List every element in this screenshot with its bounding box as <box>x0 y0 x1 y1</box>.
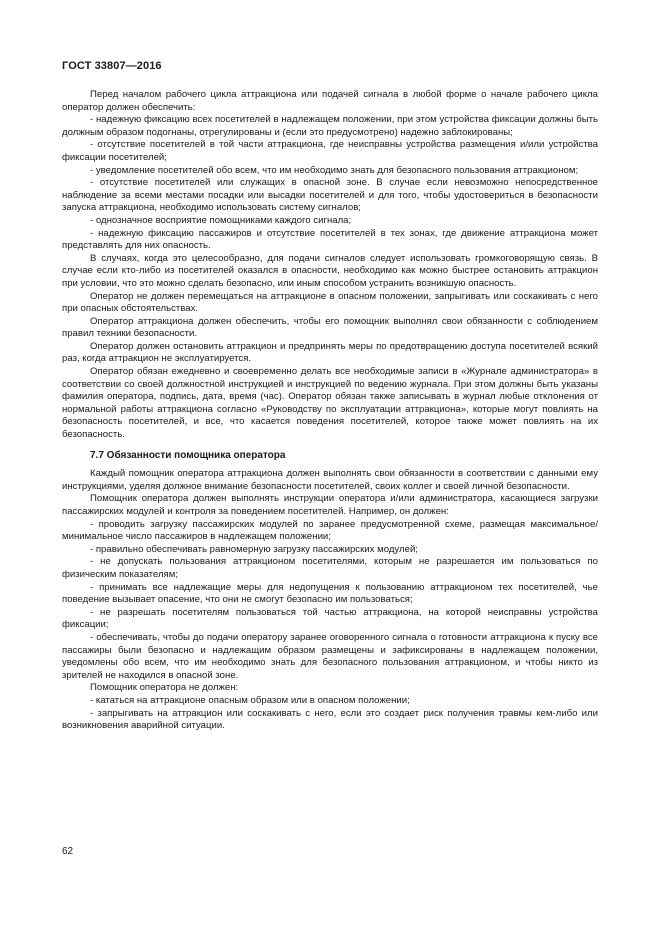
paragraph: Помощник оператора не должен: <box>90 682 239 694</box>
paragraph: - правильно обеспечивать равномерную загрузку пассажирских модулей; <box>90 543 418 555</box>
paragraph: - надежную фиксацию всех посетителей в надлежащем положении, при этом устройства фиксации должны быть должным образом подогнаны, отрегулированы и (если это предусмотрено) надежно заблокированы; <box>62 114 598 138</box>
paragraph: Перед началом рабочего цикла аттракциона или подачей сигнала в любой форме о начале рабочего цикла оператор должен обеспечить: <box>62 89 598 113</box>
paragraph: - не разрешать посетителям пользоваться той частью аттракциона, на которой неисправны устройства фиксации; <box>62 606 598 631</box>
paragraph: Оператор не должен перемещаться на аттракционе в опасном положении, запрыгивать или соскакивать с него при опасных обстоятельствах. <box>62 290 598 315</box>
paragraph: В случаях, когда это целесообразно, для подачи сигналов следует использовать громкоговорящую связь. В случае если кто-либо из посетителей оказался в опасности, необходимо как можно быстрее остановить аттракцион при условии, что это можно сделать безопасно, или иным способом устранить возникшую опасность. <box>62 252 598 289</box>
paragraph: - кататься на аттракционе опасным образом или в опасном положении; <box>90 694 410 706</box>
document-body <box>62 89 598 733</box>
paragraph: - уведомление посетителей обо всем, что им необходимо знать для безопасного пользования аттракционом; <box>90 164 579 176</box>
paragraph: Оператор обязан ежедневно и своевременно делать все необходимые записи в «Журнале администратора» в соответствии со своей должностной инструкцией и инструкцией по ведению журнала. При этом должны быть указаны фамилия оператора, подпись, дата, время (час). Оператор обязан также записывать в журнал любые отклонения от нормальной работы аттракциона согласно «Руководству по эксплуатации аттракциона», которые могут повлиять на безопасность посетителей, и все, что касается поведения посетителей, которое также может повлиять на их безопасность. <box>62 366 598 441</box>
paragraph: Оператор должен остановить аттракцион и предпринять меры по предотвращению доступа посетителей всякий раз, когда аттракцион не эксплуатируется. <box>62 340 598 365</box>
page-number: 62 <box>62 846 74 857</box>
section-heading: 7.7 Обязанности помощника оператора <box>90 449 286 461</box>
paragraph: - обеспечивать, чтобы до подачи оператору заранее оговоренного сигнала о готовности аттракциона к пуску все пассажиры были безопасно и надлежащим образом размещены и зафиксированы в надлежащем положении, уведомлены обо всем, что им необходимо знать для безопасного пользования аттракционом, и чтобы никто из зрителей не находился в опасной зоне. <box>62 631 598 681</box>
paragraph: Помощник оператора должен выполнять инструкции оператора и/или администратора, касающиеся загрузки пассажирских модулей и контроля за поведением посетителей. Например, он должен: <box>62 493 598 517</box>
paragraph: - отсутствие посетителей в той части аттракциона, где неисправны устройства размещения и/или устройства фиксации посетителей; <box>62 139 598 163</box>
paragraph: - проводить загрузку пассажирских модулей по заранее предусмотренной схеме, размещая максимальное/минимальное число пассажиров в надлежащем положении; <box>62 518 598 543</box>
paragraph: Каждый помощник оператора аттракциона должен выполнять свои обязанности в соответствии с данными ему инструкциями, уделяя должное внимание безопасности посетителей, своих коллег и своей личной безопасности. <box>62 468 598 492</box>
paragraph: - отсутствие посетителей или служащих в опасной зоне. В случае если невозможно непосредственное наблюдение за всеми местами посадки или высадки посетителей и для того, чтобы удостовериться в безопасности запуска аттракциона, необходимо использовать систему сигналов; <box>62 177 598 214</box>
standard-header: ГОСТ 33807—2016 <box>62 60 162 72</box>
paragraph: - надежную фиксацию пассажиров и отсутствие посетителей в тех зонах, где движение аттракциона может представлять для них опасность. <box>62 227 598 252</box>
paragraph: - не допускать пользования аттракционом посетителями, которым не разрешается им пользоваться по физическим показателям; <box>62 556 598 580</box>
paragraph: Оператор аттракциона должен обеспечить, чтобы его помощник выполнял свои обязанности с соблюдением правил техники безопасности. <box>62 315 598 340</box>
paragraph: - принимать все надлежащие меры для недопущения к пользованию аттракционом тех посетителей, чье поведение вызывает опасение, что они не смогут безопасно им пользоваться; <box>62 581 598 606</box>
paragraph: - однозначное восприятие помощниками каждого сигнала; <box>90 214 352 226</box>
paragraph: - запрыгивать на аттракцион или соскакивать с него, если это создает риск получения травмы кем-либо или возникновения аварийной ситуации. <box>62 707 598 732</box>
